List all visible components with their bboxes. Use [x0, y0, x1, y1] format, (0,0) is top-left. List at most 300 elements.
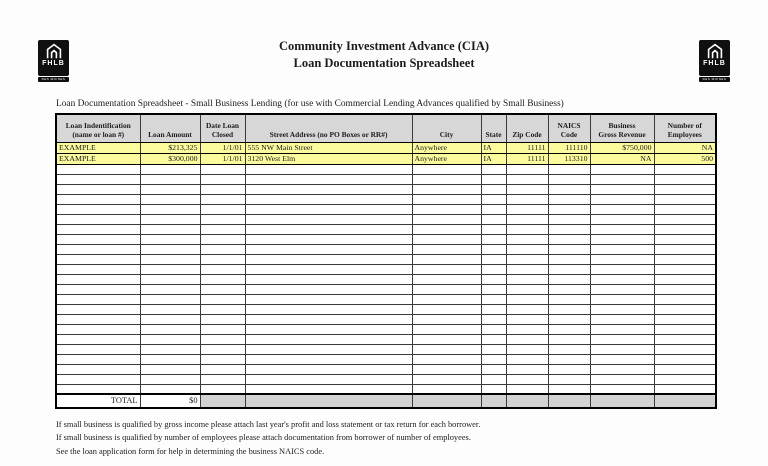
example-cell: EXAMPLE	[56, 153, 140, 164]
empty-cell	[506, 374, 548, 384]
empty-cell	[56, 354, 140, 364]
empty-cell	[506, 314, 548, 324]
empty-cell	[654, 204, 716, 214]
empty-cell	[412, 344, 481, 354]
empty-cell	[245, 174, 412, 184]
empty-cell	[56, 204, 140, 214]
empty-cell	[200, 194, 245, 204]
header-cell: Loan Amount	[140, 114, 200, 142]
empty-cell	[481, 364, 506, 374]
example-cell: NA	[654, 142, 716, 153]
footer-notes	[56, 418, 480, 458]
empty-cell	[56, 374, 140, 384]
empty-cell	[56, 284, 140, 294]
empty-cell	[412, 284, 481, 294]
empty-cell	[590, 284, 654, 294]
empty-cell	[548, 324, 590, 334]
empty-cell	[412, 374, 481, 384]
empty-cell	[56, 364, 140, 374]
empty-cell	[506, 174, 548, 184]
empty-cell	[56, 224, 140, 234]
empty-cell	[654, 274, 716, 284]
empty-cell	[506, 274, 548, 284]
empty-cell	[245, 184, 412, 194]
empty-cell	[506, 214, 548, 224]
empty-cell	[481, 284, 506, 294]
empty-cell	[481, 324, 506, 334]
empty-cell	[506, 204, 548, 214]
empty-cell	[654, 284, 716, 294]
empty-cell	[140, 234, 200, 244]
empty-cell	[548, 314, 590, 324]
empty-cell	[506, 294, 548, 304]
empty-cell	[412, 264, 481, 274]
empty-cell	[590, 314, 654, 324]
logo-acronym: FHLB	[703, 60, 726, 67]
empty-cell	[140, 224, 200, 234]
header-cell: NAICS Code	[548, 114, 590, 142]
empty-row	[56, 174, 716, 184]
empty-cell	[548, 194, 590, 204]
page-subtitle-title: Loan Documentation Spreadsheet	[293, 56, 475, 70]
empty-cell	[245, 254, 412, 264]
empty-cell	[140, 174, 200, 184]
empty-cell	[245, 334, 412, 344]
empty-cell	[548, 274, 590, 284]
empty-cell	[590, 294, 654, 304]
empty-cell	[140, 374, 200, 384]
header-cell: State	[481, 114, 506, 142]
empty-cell	[506, 324, 548, 334]
empty-row	[56, 314, 716, 324]
header-cell: Street Address (no PO Boxes or RR#)	[245, 114, 412, 142]
empty-cell	[412, 244, 481, 254]
example-cell: IA	[481, 153, 506, 164]
total-label-cell: TOTAL	[56, 394, 140, 408]
total-shaded-cell	[245, 394, 412, 408]
empty-row	[56, 294, 716, 304]
empty-cell	[200, 374, 245, 384]
empty-cell	[481, 224, 506, 234]
example-cell: $213,325	[140, 142, 200, 153]
empty-cell	[245, 284, 412, 294]
empty-cell	[412, 354, 481, 364]
empty-cell	[654, 384, 716, 394]
empty-cell	[412, 294, 481, 304]
empty-cell	[548, 334, 590, 344]
empty-cell	[245, 324, 412, 334]
header-cell: Business Gross Revenue	[590, 114, 654, 142]
example-cell: 11111	[506, 142, 548, 153]
empty-cell	[548, 354, 590, 364]
empty-cell	[200, 164, 245, 174]
empty-cell	[56, 344, 140, 354]
empty-row	[56, 204, 716, 214]
total-row	[56, 394, 716, 408]
example-cell: 11111	[506, 153, 548, 164]
empty-cell	[140, 254, 200, 264]
note-line: If small business is qualified by number of employees please attach documentation from borrower of number of employees.	[56, 433, 471, 443]
empty-cell	[654, 374, 716, 384]
empty-cell	[412, 184, 481, 194]
table-header-row	[56, 114, 716, 142]
empty-cell	[548, 264, 590, 274]
empty-cell	[654, 364, 716, 374]
empty-row	[56, 264, 716, 274]
empty-cell	[56, 184, 140, 194]
empty-cell	[590, 304, 654, 314]
empty-cell	[245, 374, 412, 384]
empty-cell	[590, 254, 654, 264]
empty-cell	[412, 334, 481, 344]
empty-cell	[140, 164, 200, 174]
total-shaded-cell	[200, 394, 245, 408]
empty-cell	[200, 294, 245, 304]
empty-cell	[200, 324, 245, 334]
empty-cell	[200, 284, 245, 294]
empty-cell	[56, 174, 140, 184]
empty-cell	[200, 354, 245, 364]
empty-row	[56, 354, 716, 364]
empty-cell	[548, 384, 590, 394]
empty-cell	[654, 244, 716, 254]
empty-cell	[200, 214, 245, 224]
empty-row	[56, 224, 716, 234]
empty-cell	[245, 384, 412, 394]
example-cell: NA	[590, 153, 654, 164]
empty-cell	[56, 214, 140, 224]
empty-cell	[590, 174, 654, 184]
empty-cell	[56, 314, 140, 324]
empty-row	[56, 194, 716, 204]
example-cell: 111110	[548, 142, 590, 153]
empty-cell	[548, 244, 590, 254]
empty-cell	[140, 354, 200, 364]
empty-cell	[654, 214, 716, 224]
empty-cell	[590, 194, 654, 204]
empty-cell	[590, 234, 654, 244]
empty-cell	[481, 184, 506, 194]
empty-cell	[140, 344, 200, 354]
empty-cell	[200, 264, 245, 274]
empty-cell	[481, 274, 506, 284]
example-cell: 1/1/01	[200, 142, 245, 153]
empty-cell	[140, 304, 200, 314]
empty-cell	[140, 214, 200, 224]
example-cell: Anywhere	[412, 153, 481, 164]
empty-cell	[412, 214, 481, 224]
empty-cell	[200, 344, 245, 354]
total-shaded-cell	[481, 394, 506, 408]
empty-cell	[245, 314, 412, 324]
note-line: If small business is qualified by gross income please attach last year's profit and loss statement or tax return for each borrower.	[56, 420, 481, 429]
empty-cell	[654, 294, 716, 304]
empty-cell	[412, 194, 481, 204]
empty-cell	[654, 344, 716, 354]
empty-cell	[140, 204, 200, 214]
empty-cell	[548, 254, 590, 264]
empty-cell	[506, 304, 548, 314]
empty-cell	[140, 324, 200, 334]
empty-cell	[548, 204, 590, 214]
empty-row	[56, 384, 716, 394]
table-caption: Loan Documentation Spreadsheet - Small Business Lending (for use with Commercial Lending Advances qualified by Small Business)	[56, 99, 564, 109]
example-cell: $750,000	[590, 142, 654, 153]
empty-cell	[506, 364, 548, 374]
empty-cell	[56, 334, 140, 344]
logo-subtext: DES MOINES	[38, 77, 69, 82]
empty-cell	[548, 184, 590, 194]
empty-cell	[506, 264, 548, 274]
empty-cell	[481, 384, 506, 394]
example-row	[56, 153, 716, 164]
empty-cell	[200, 304, 245, 314]
empty-cell	[140, 384, 200, 394]
empty-cell	[245, 294, 412, 304]
empty-cell	[56, 164, 140, 174]
example-cell: 555 NW Main Street	[245, 142, 412, 153]
total-shaded-cell	[654, 394, 716, 408]
header-cell: Loan Indentification (name or loan #)	[56, 114, 140, 142]
empty-cell	[56, 244, 140, 254]
empty-cell	[481, 164, 506, 174]
empty-cell	[654, 174, 716, 184]
empty-row	[56, 304, 716, 314]
logo-acronym: FHLB	[42, 60, 65, 67]
empty-cell	[412, 204, 481, 214]
empty-cell	[590, 344, 654, 354]
empty-cell	[481, 294, 506, 304]
empty-cell	[200, 334, 245, 344]
empty-cell	[590, 184, 654, 194]
empty-cell	[654, 264, 716, 274]
empty-cell	[412, 274, 481, 284]
empty-cell	[245, 304, 412, 314]
total-shaded-cell	[590, 394, 654, 408]
empty-cell	[548, 304, 590, 314]
empty-cell	[140, 334, 200, 344]
empty-cell	[140, 194, 200, 204]
total-amount-cell: $0	[140, 394, 200, 408]
empty-cell	[654, 314, 716, 324]
empty-cell	[245, 204, 412, 214]
empty-cell	[590, 334, 654, 344]
empty-row	[56, 274, 716, 284]
empty-cell	[481, 214, 506, 224]
empty-cell	[548, 214, 590, 224]
empty-cell	[590, 214, 654, 224]
empty-cell	[590, 204, 654, 214]
empty-cell	[506, 344, 548, 354]
empty-row	[56, 234, 716, 244]
empty-cell	[56, 294, 140, 304]
empty-cell	[481, 204, 506, 214]
example-cell: 1/1/01	[200, 153, 245, 164]
empty-cell	[506, 284, 548, 294]
empty-cell	[548, 234, 590, 244]
empty-cell	[548, 294, 590, 304]
header-cell: City	[412, 114, 481, 142]
empty-row	[56, 184, 716, 194]
empty-row	[56, 324, 716, 334]
empty-cell	[590, 224, 654, 234]
example-cell: 113310	[548, 153, 590, 164]
empty-cell	[506, 384, 548, 394]
empty-cell	[56, 264, 140, 274]
empty-cell	[548, 164, 590, 174]
empty-row	[56, 334, 716, 344]
empty-cell	[654, 354, 716, 364]
example-cell: 3120 West Elm	[245, 153, 412, 164]
example-cell: 500	[654, 153, 716, 164]
empty-cell	[654, 254, 716, 264]
loan-table	[55, 113, 717, 409]
empty-cell	[56, 304, 140, 314]
empty-cell	[245, 214, 412, 224]
empty-cell	[200, 174, 245, 184]
empty-row	[56, 344, 716, 354]
empty-cell	[245, 344, 412, 354]
empty-cell	[590, 384, 654, 394]
empty-cell	[548, 344, 590, 354]
empty-cell	[412, 174, 481, 184]
empty-cell	[590, 264, 654, 274]
page-title: Community Investment Advance (CIA)	[278, 39, 490, 53]
empty-cell	[245, 194, 412, 204]
empty-row	[56, 164, 716, 174]
example-cell: IA	[481, 142, 506, 153]
empty-row	[56, 254, 716, 264]
empty-cell	[548, 174, 590, 184]
empty-cell	[481, 374, 506, 384]
empty-cell	[200, 384, 245, 394]
empty-cell	[590, 354, 654, 364]
empty-cell	[590, 364, 654, 374]
empty-cell	[245, 364, 412, 374]
empty-cell	[412, 164, 481, 174]
note-line: See the loan application form for help in determining the business NAICS code.	[56, 446, 325, 456]
total-shaded-cell	[412, 394, 481, 408]
empty-cell	[412, 314, 481, 324]
example-cell: Anywhere	[412, 142, 481, 153]
empty-cell	[412, 364, 481, 374]
empty-cell	[200, 224, 245, 234]
empty-cell	[56, 234, 140, 244]
empty-cell	[654, 184, 716, 194]
empty-cell	[481, 344, 506, 354]
empty-cell	[548, 364, 590, 374]
empty-row	[56, 214, 716, 224]
empty-cell	[548, 284, 590, 294]
empty-cell	[140, 364, 200, 374]
empty-cell	[140, 314, 200, 324]
example-cell: $300,000	[140, 153, 200, 164]
logo-subtext: DES MOINES	[699, 77, 730, 82]
empty-cell	[56, 274, 140, 284]
empty-cell	[140, 264, 200, 274]
empty-cell	[245, 164, 412, 174]
empty-cell	[506, 194, 548, 204]
empty-cell	[140, 284, 200, 294]
empty-row	[56, 244, 716, 254]
empty-cell	[56, 194, 140, 204]
empty-cell	[412, 324, 481, 334]
empty-cell	[245, 274, 412, 284]
empty-cell	[481, 314, 506, 324]
empty-cell	[590, 374, 654, 384]
empty-cell	[506, 164, 548, 174]
empty-cell	[481, 174, 506, 184]
empty-cell	[200, 234, 245, 244]
header-cell: Number of Employees	[654, 114, 716, 142]
total-shaded-cell	[506, 394, 548, 408]
empty-cell	[506, 254, 548, 264]
empty-cell	[140, 244, 200, 254]
empty-cell	[590, 244, 654, 254]
empty-cell	[548, 374, 590, 384]
empty-cell	[200, 184, 245, 194]
empty-cell	[481, 234, 506, 244]
empty-cell	[481, 264, 506, 274]
empty-cell	[200, 244, 245, 254]
empty-cell	[481, 354, 506, 364]
empty-cell	[506, 224, 548, 234]
empty-cell	[654, 304, 716, 314]
empty-cell	[200, 364, 245, 374]
empty-cell	[412, 304, 481, 314]
example-cell: EXAMPLE	[56, 142, 140, 153]
example-row	[56, 142, 716, 153]
empty-cell	[245, 224, 412, 234]
empty-cell	[245, 264, 412, 274]
empty-cell	[140, 274, 200, 284]
empty-cell	[412, 234, 481, 244]
empty-cell	[481, 194, 506, 204]
empty-row	[56, 374, 716, 384]
empty-cell	[412, 254, 481, 264]
empty-cell	[200, 254, 245, 264]
empty-cell	[506, 184, 548, 194]
empty-cell	[506, 354, 548, 364]
empty-cell	[140, 184, 200, 194]
empty-cell	[412, 224, 481, 234]
empty-cell	[654, 164, 716, 174]
empty-row	[56, 284, 716, 294]
empty-cell	[245, 244, 412, 254]
total-shaded-cell	[548, 394, 590, 408]
empty-cell	[506, 244, 548, 254]
empty-cell	[56, 254, 140, 264]
empty-cell	[56, 324, 140, 334]
empty-cell	[654, 234, 716, 244]
header-cell: Date Loan Closed	[200, 114, 245, 142]
document-header	[0, 38, 768, 72]
empty-cell	[548, 224, 590, 234]
empty-cell	[506, 234, 548, 244]
empty-cell	[481, 254, 506, 264]
empty-cell	[590, 164, 654, 174]
header-cell: Zip Code	[506, 114, 548, 142]
empty-cell	[200, 314, 245, 324]
empty-cell	[654, 224, 716, 234]
empty-cell	[654, 334, 716, 344]
empty-cell	[56, 384, 140, 394]
empty-cell	[200, 204, 245, 214]
empty-cell	[245, 234, 412, 244]
empty-cell	[481, 334, 506, 344]
empty-cell	[590, 274, 654, 284]
empty-cell	[200, 274, 245, 284]
